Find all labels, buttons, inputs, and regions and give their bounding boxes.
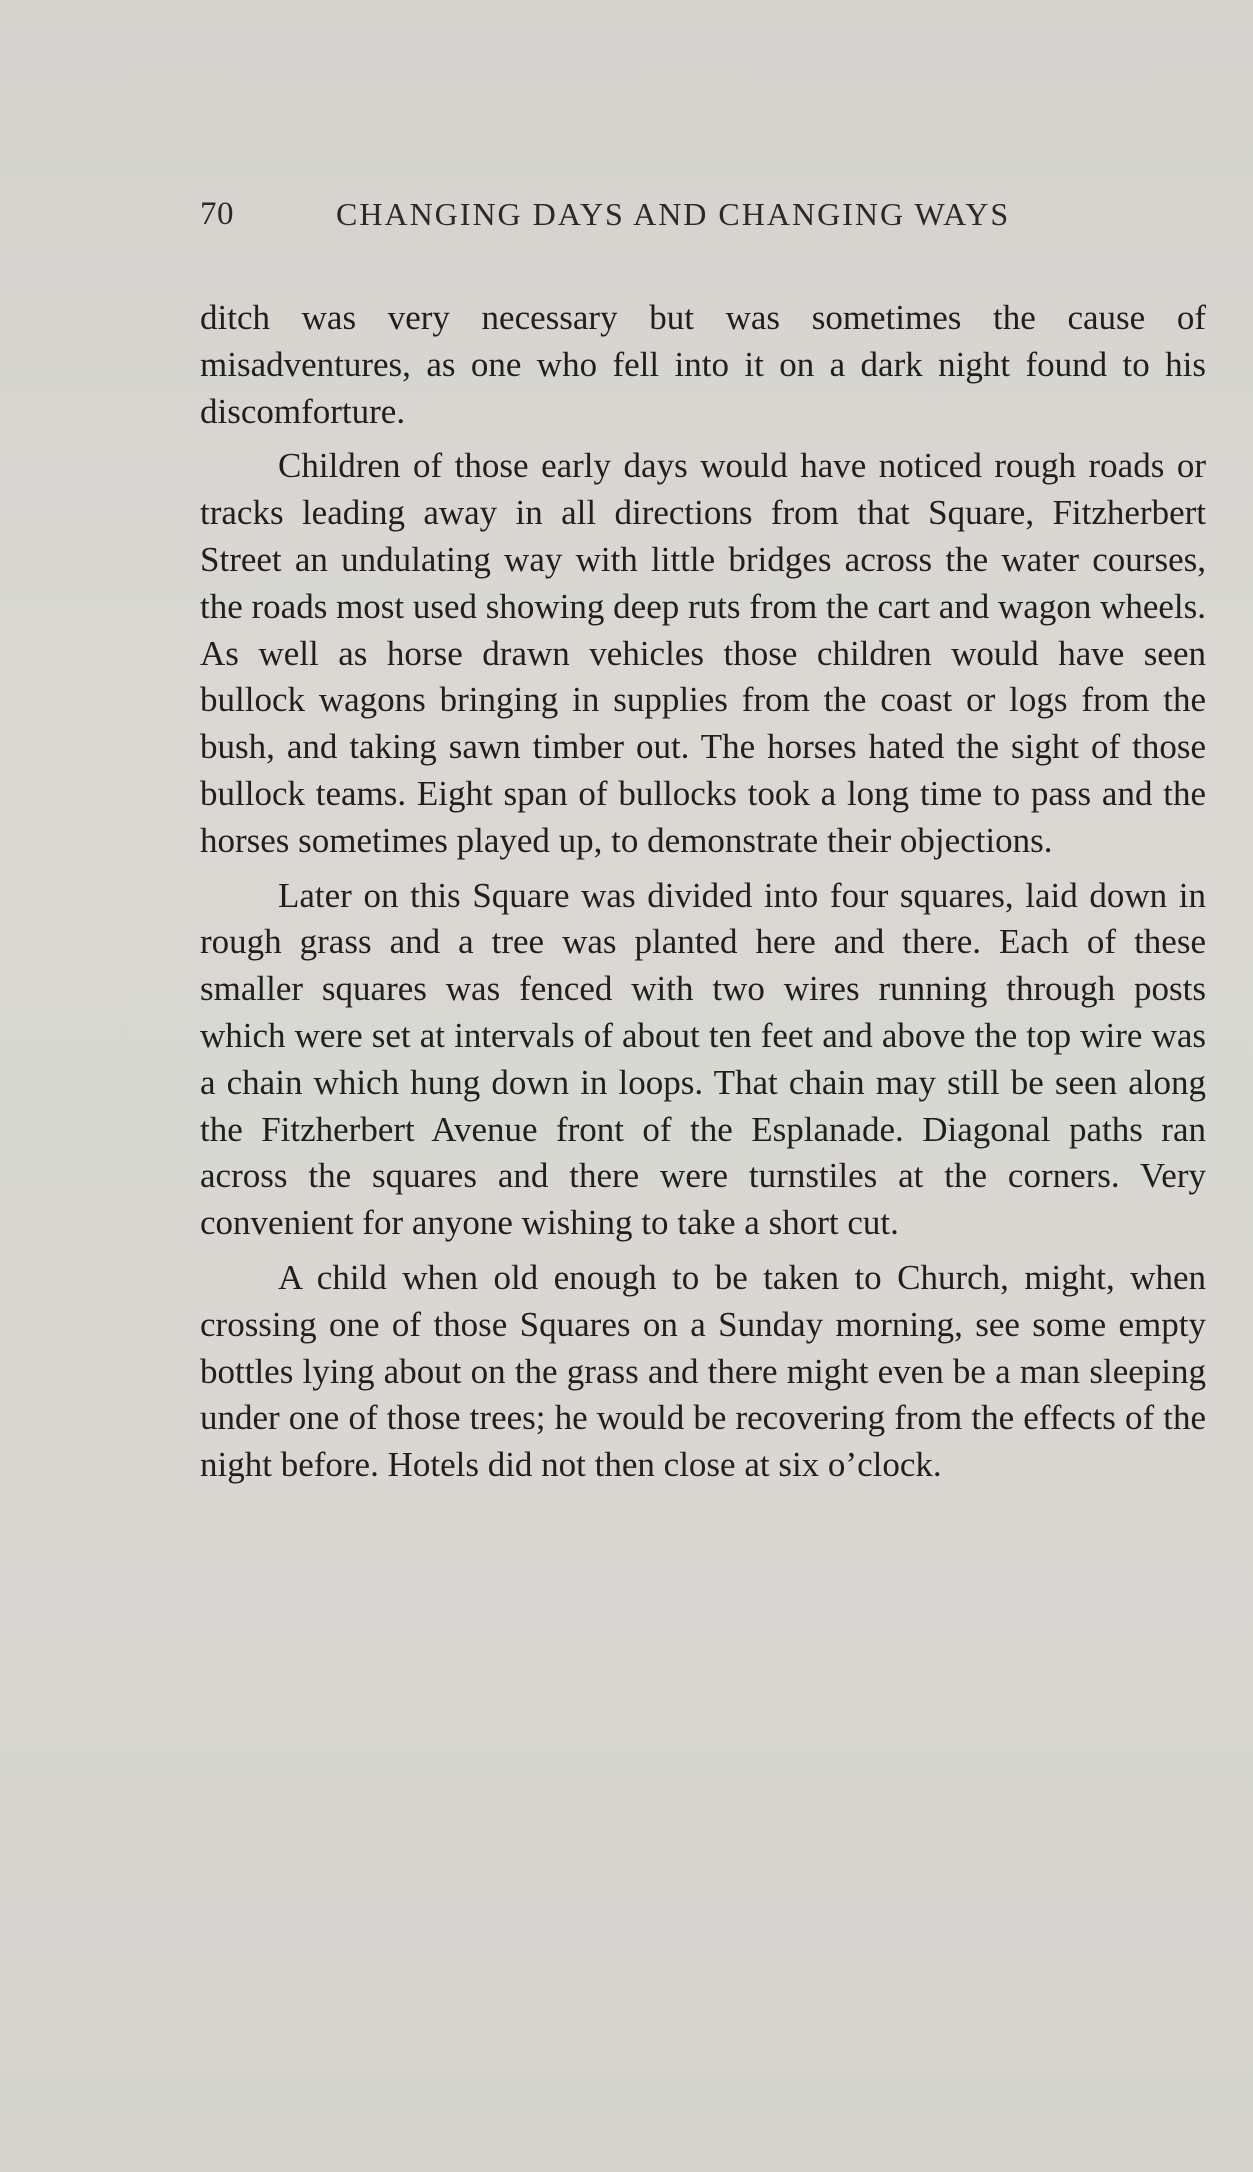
paragraph-continuation: ditch was very necessary but was sometimes the cause of misadventures, as one who fell into it on a dark night found to his discomforture. bbox=[200, 298, 1206, 431]
page-header bbox=[200, 196, 1082, 246]
paragraph: Children of those early days would have noticed rough roads or tracks leading away in all directions from that Square, Fitzherbert Street an undulating way with little bridges across the water courses, the roads most used showing deep ruts from the cart and wagon wheels. As well as horse drawn vehicles those children would have seen bullock wagons bringing in supplies from the coast or logs from the bush, and taking sawn timber out. The horses hated the sight of those bullock teams. Eight span of bullocks took a long time to pass and the horses sometimes played up, to demonstrate their objections. bbox=[200, 446, 1207, 860]
page-number: 70 bbox=[200, 196, 234, 232]
paragraph: A child when old enough to be taken to Church, might, when crossing one of those Squares on a Sunday morning, see some empty bottles lying about on the grass and there might even be a man sleeping under one of those trees; he would be recovering from the effects of the night before. Hotels did not then close at six o’clock. bbox=[200, 1257, 1206, 1485]
body-text bbox=[200, 295, 1206, 1489]
paragraph: Later on this Square was divided into four squares, laid down in rough grass and a tree was planted here and there. Each of these smaller squares was fenced with two wires running through posts which were set at intervals of about ten feet and above the top wire was a chain which hung down in loops. That chain may still be seen along the Fitzherbert Avenue front of the Esplanade. Diagonal paths ran across the squares and there were turnstiles at the corners. Very convenient for anyone wishing to take a short cut. bbox=[200, 875, 1206, 1243]
running-head: CHANGING DAYS AND CHANGING WAYS bbox=[336, 196, 1011, 232]
